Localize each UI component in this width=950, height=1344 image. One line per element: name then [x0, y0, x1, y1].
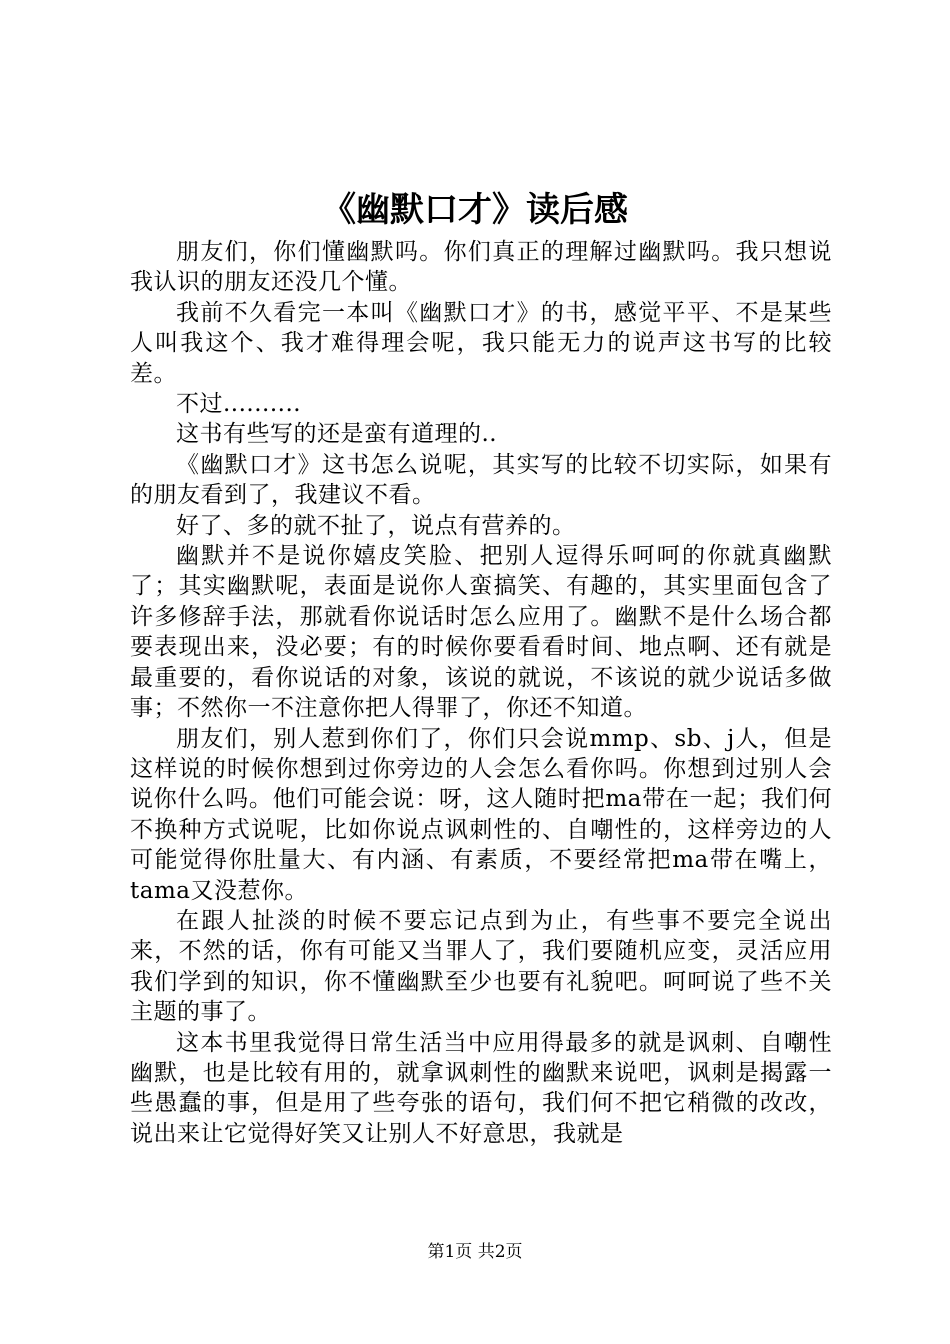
paragraph: 这书有些写的还是蛮有道理的.. — [176, 421, 498, 448]
paragraph: 《幽默口才》这书怎么说呢，其实写的比较不切实际，如果有的朋友看到了，我建议不看。 — [130, 451, 832, 509]
paragraph: 幽默并不是说你嬉皮笑脸、把别人逗得乐呵呵的你就真幽默了；其实幽默呢，表面是说你人蛮搞笑、有趣的，其实里面包含了许多修辞手法，那就看你说话时怎么应用了。幽默不是什么场合都要表现出来，没必要；有的时候你要看看时间、地点啊、还有就是最重要的，看你说话的对象，该说的就说，不该说的就少说话多做事；不然你一不注意你把人得罪了，你还不知道。 — [130, 543, 832, 722]
paragraph: 我前不久看完一本叫《幽默口才》的书，感觉平平、不是某些人叫我这个、我才难得理会呢，我只能无力的说声这书写的比较差。 — [130, 299, 832, 387]
page-total: 共2页 — [477, 1242, 523, 1262]
page-number: 第1页 — [427, 1242, 473, 1262]
paragraph: 好了、多的就不扯了，说点有营养的。 — [176, 512, 576, 539]
paragraph: 朋友们，别人惹到你们了，你们只会说mmp、sb、j人，但是这样说的时候你想到过你旁边的人会怎么看你吗。你想到过别人会说你什么吗。他们可能会说：呀，这人随时把ma带在一起；我们何不换种方式说呢，比如你说点讽刺性的、自嘲性的，这样旁边的人可能觉得你肚量大、有内涵、有素质，不要经常把ma带在嘴上，tama又没惹你。 — [130, 725, 832, 904]
document-title: 《幽默口才》读后感 — [322, 190, 628, 230]
page-footer — [0, 1240, 950, 1264]
paragraph: 朋友们，你们懂幽默吗。你们真正的理解过幽默吗。我只想说我认识的朋友还没几个懂。 — [130, 239, 832, 296]
paragraph: 不过.......... — [176, 391, 302, 418]
paragraph: 在跟人扯淡的时候不要忘记点到为止，有些事不要完全说出来，不然的话，你有可能又当罪人了，我们要随机应变，灵活应用我们学到的知识，你不懂幽默至少也要有礼貌吧。呵呵说了些不关主题的事了。 — [130, 907, 832, 1026]
document-body — [130, 237, 832, 1149]
paragraph: 这本书里我觉得日常生活当中应用得最多的就是讽刺、自嘲性幽默，也是比较有用的，就拿讽刺性的幽默来说吧，讽刺是揭露一些愚蠢的事，但是用了些夸张的语句，我们何不把它稍微的改改，说出来让它觉得好笑又让别人不好意思，我就是 — [130, 1029, 832, 1147]
